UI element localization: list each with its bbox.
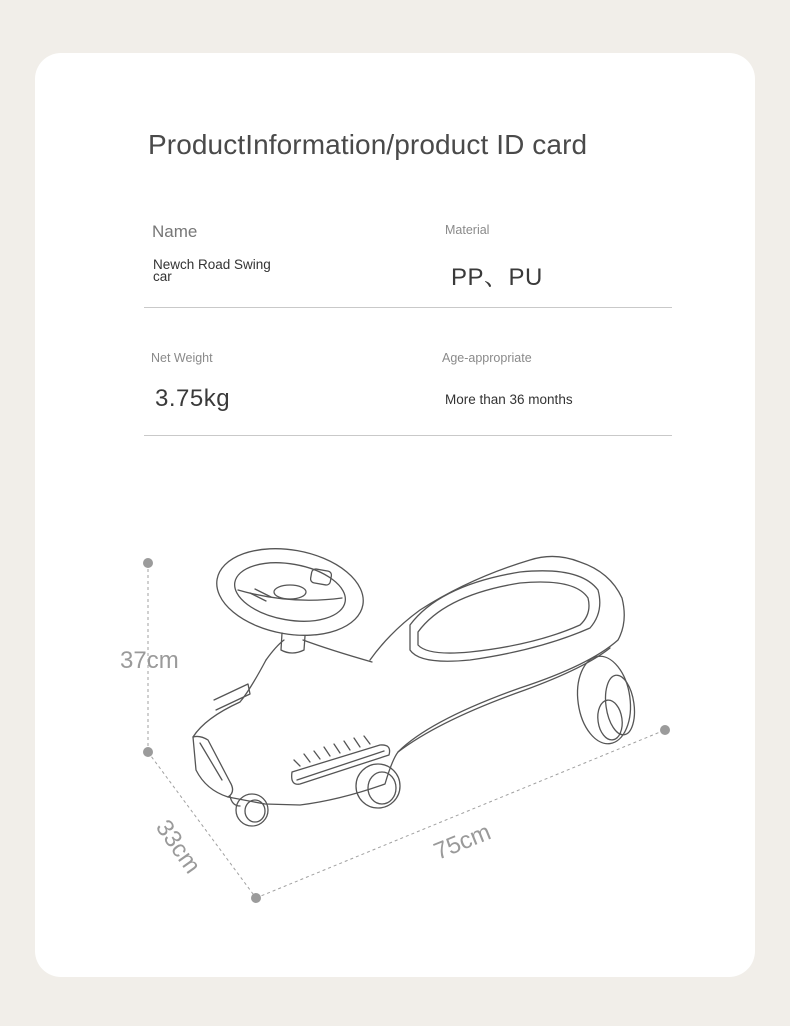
- material-label: Material: [445, 223, 490, 237]
- name-value: Newch Road Swing car: [153, 257, 271, 284]
- height-label: 37cm: [120, 647, 179, 674]
- dimension-dot: [143, 747, 153, 757]
- net-weight-value: 3.75kg: [155, 385, 231, 412]
- dimension-dot: [143, 558, 153, 568]
- dimension-dot: [660, 725, 670, 735]
- length-dimension-line: [256, 730, 665, 898]
- material-value: PP、PU: [451, 264, 543, 291]
- row-divider: [144, 435, 672, 436]
- width-dimension-line: [148, 752, 256, 898]
- swing-car-illustration: [193, 538, 638, 826]
- row-divider: [144, 307, 672, 308]
- age-label: Age-appropriate: [442, 351, 532, 365]
- page-title: ProductInformation/product ID card: [148, 129, 588, 160]
- length-label: 75cm: [430, 818, 495, 866]
- net-weight-label: Net Weight: [151, 351, 213, 365]
- name-label: Name: [152, 222, 198, 241]
- dimension-dot: [251, 893, 261, 903]
- dimension-endpoints: [143, 558, 670, 903]
- age-value: More than 36 months: [445, 392, 573, 407]
- product-info-card: [35, 53, 755, 977]
- width-label: 33cm: [150, 814, 206, 879]
- dimension-lines: [148, 563, 665, 898]
